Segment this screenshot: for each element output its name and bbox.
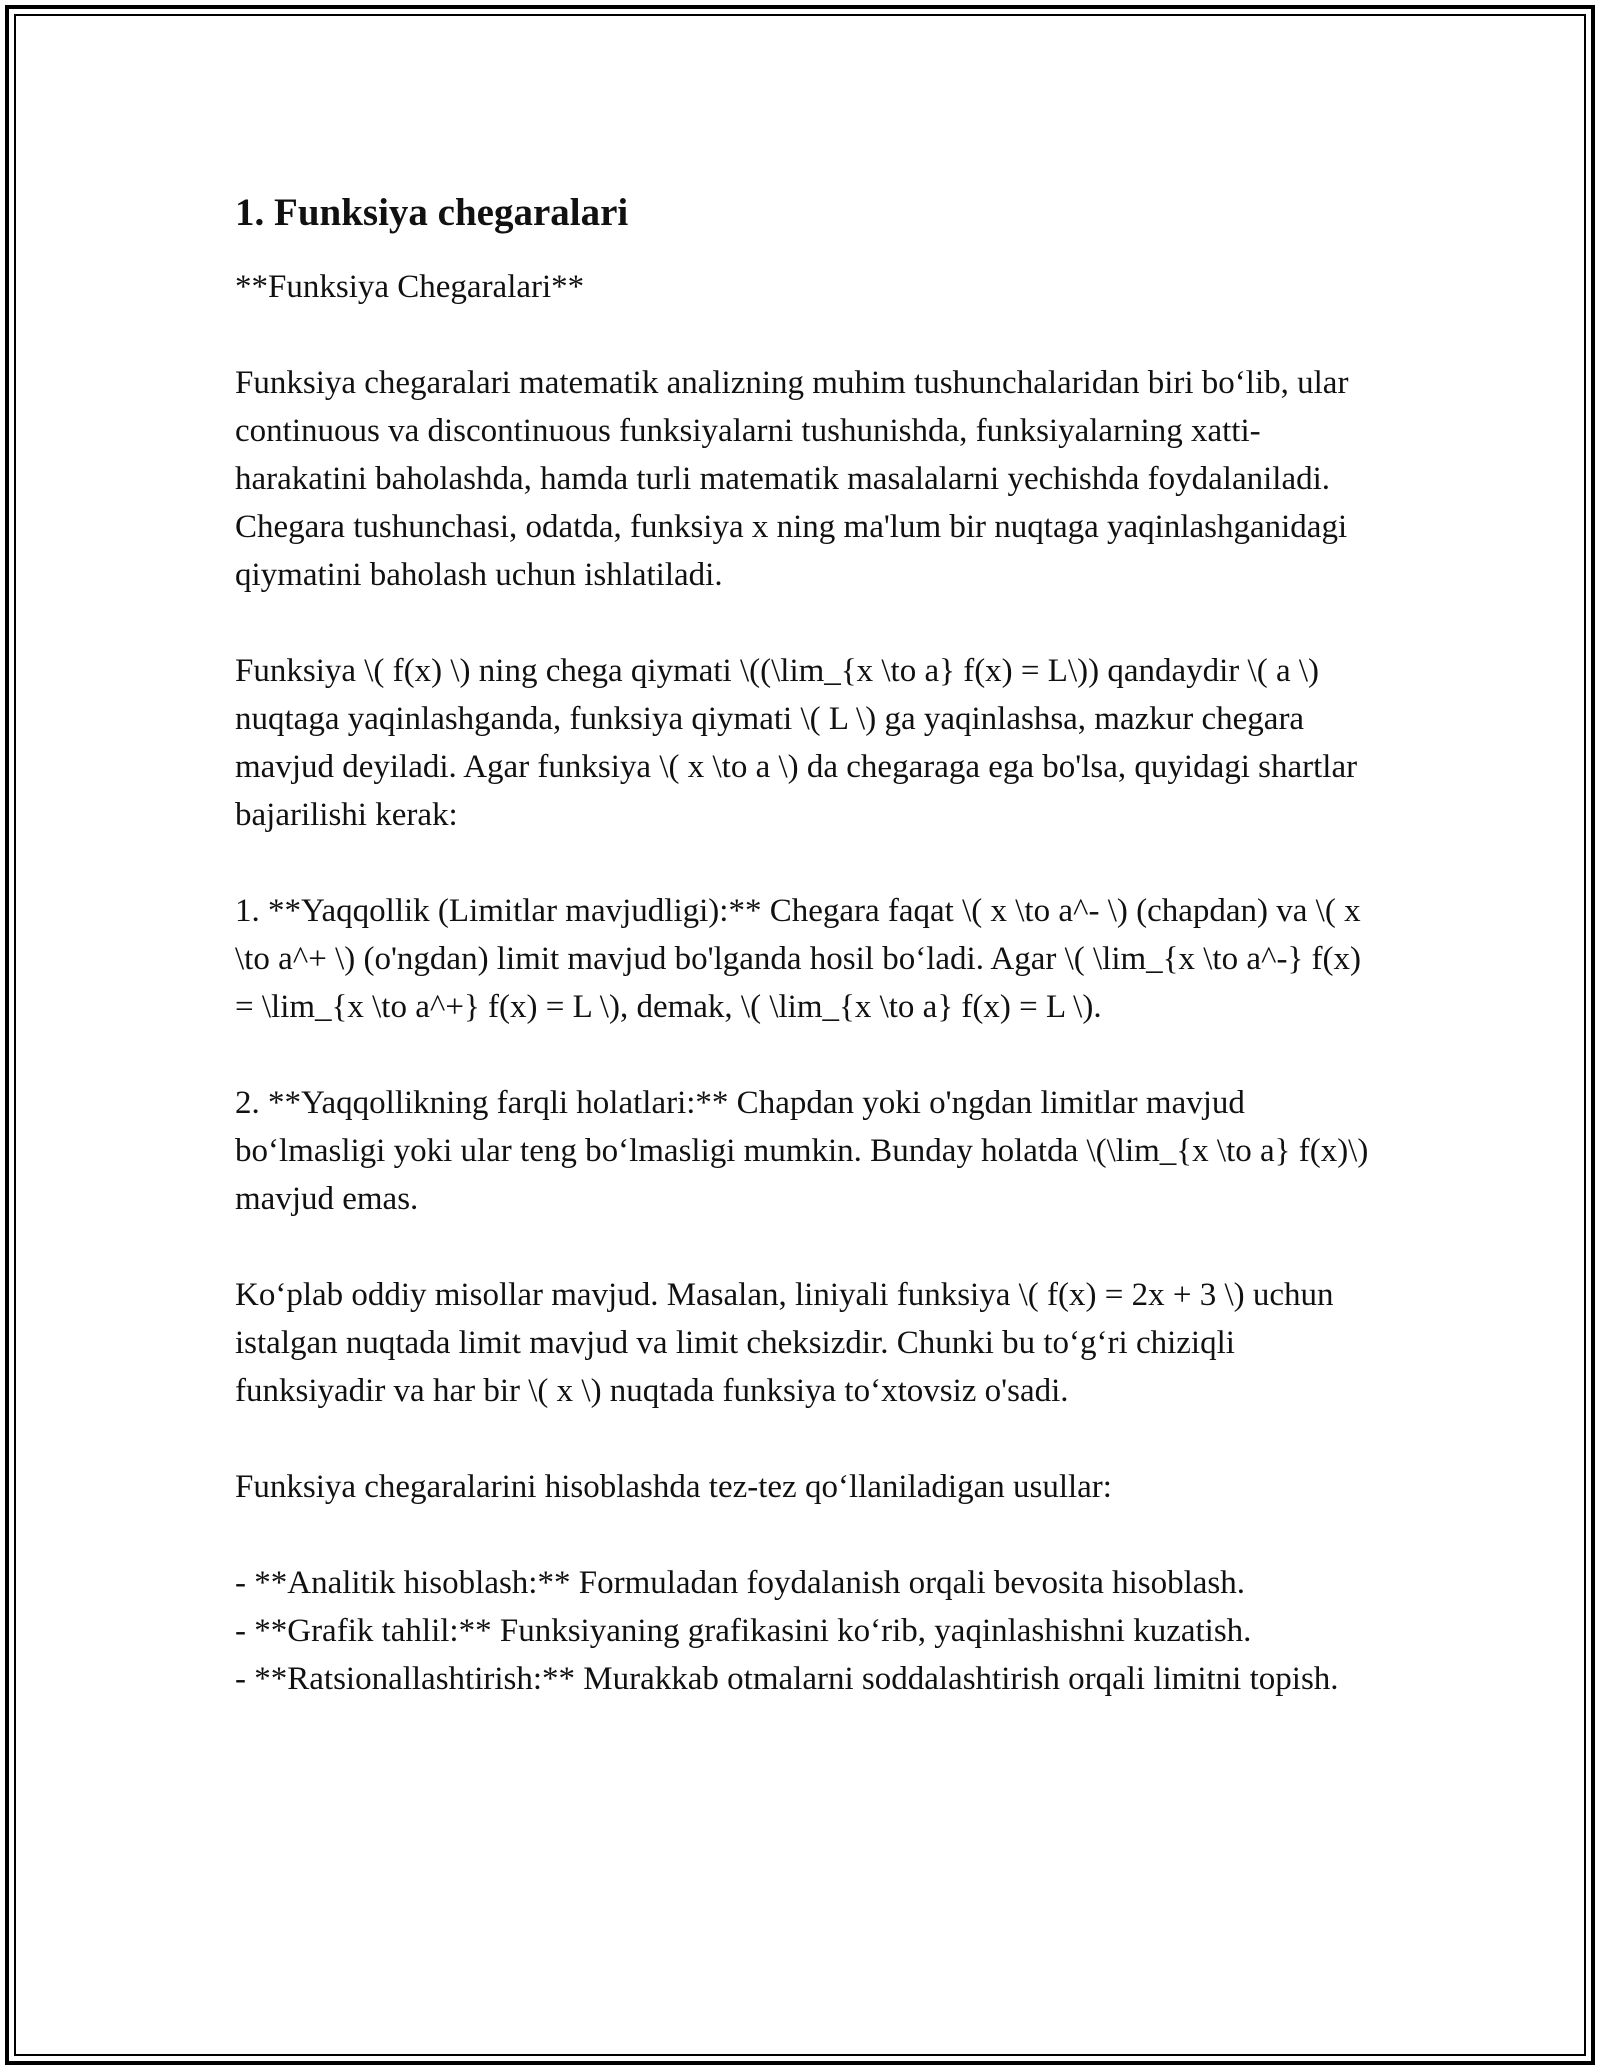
list-item: - **Analitik hisoblash:** Formuladan foydalanish orqali bevosita hisoblash. bbox=[235, 1565, 1246, 1601]
paragraph-intro: Funksiya chegaralari matematik analizning muhim tushunchalaridan biri bo‘lib, ular continuous va discontinuous funksiyalarni tushunishda, funksiyalarning xatti-harakatini baholashda, hamda turli matematik masalalarni yechishda foydalaniladi. Chegara tushunchasi, odatda, funksiya x ning ma'lum bir nuqtaga yaqinlashganidagi qiymatini baholash uchun ishlatiladi. bbox=[235, 365, 1349, 593]
paragraph-examples: Ko‘plab oddiy misollar mavjud. Masalan, liniyali funksiya \( f(x) = 2x + 3 \) uchun istalgan nuqtada limit mavjud va limit cheksizdir. Chunki bu to‘g‘ri chiziqli funksiyadir va har bir \( x \) nuqtada funksiya to‘xtovsiz o'sadi. bbox=[235, 1277, 1334, 1409]
list-item: - **Grafik tahlil:** Funksiyaning grafikasini ko‘rib, yaqinlashishni kuzatish. bbox=[235, 1613, 1252, 1649]
methods-list bbox=[235, 1559, 1375, 1703]
paragraph-methods-intro: Funksiya chegaralarini hisoblashda tez-tez qo‘llaniladigan usullar: bbox=[235, 1469, 1112, 1505]
list-item: - **Ratsionallashtirish:** Murakkab otmalarni soddalashtirish orqali limitni topish. bbox=[235, 1661, 1339, 1697]
document-body bbox=[235, 185, 1375, 1703]
document-title: 1. Funksiya chegaralari bbox=[235, 191, 629, 234]
document-subtitle: **Funksiya Chegaralari** bbox=[235, 269, 585, 305]
paragraph-limit-definition: Funksiya \( f(x) \) ning chega qiymati \((\lim_{x \to a} f(x) = L\)) qandaydir \( a \) nuqtaga yaqinlashganda, funksiya qiymati \( L \) ga yaqinlashsa, mazkur chegara mavjud deyiladi. Agar funksiya \( x \to a \) da chegaraga ega bo'lsa, quyidagi shartlar bajarilishi kerak: bbox=[235, 653, 1358, 833]
paragraph-condition-1: 1. **Yaqqollik (Limitlar mavjudligi):** Chegara faqat \( x \to a^- \) (chapdan) va \( x \to a^+ \) (o'ngdan) limit mavjud bo'lganda hosil bo‘ladi. Agar \( \lim_{x \to a^-} f(x) = \lim_{x \to a^+} f(x) = L \), demak, \( \lim_{x \to a} f(x) = L \). bbox=[235, 893, 1362, 1025]
paragraph-condition-2: 2. **Yaqqollikning farqli holatlari:** Chapdan yoki o'ngdan limitlar mavjud bo‘lmasligi yoki ular teng bo‘lmasligi mumkin. Bunday holatda \(\lim_{x \to a} f(x)\) mavjud emas. bbox=[235, 1085, 1369, 1217]
